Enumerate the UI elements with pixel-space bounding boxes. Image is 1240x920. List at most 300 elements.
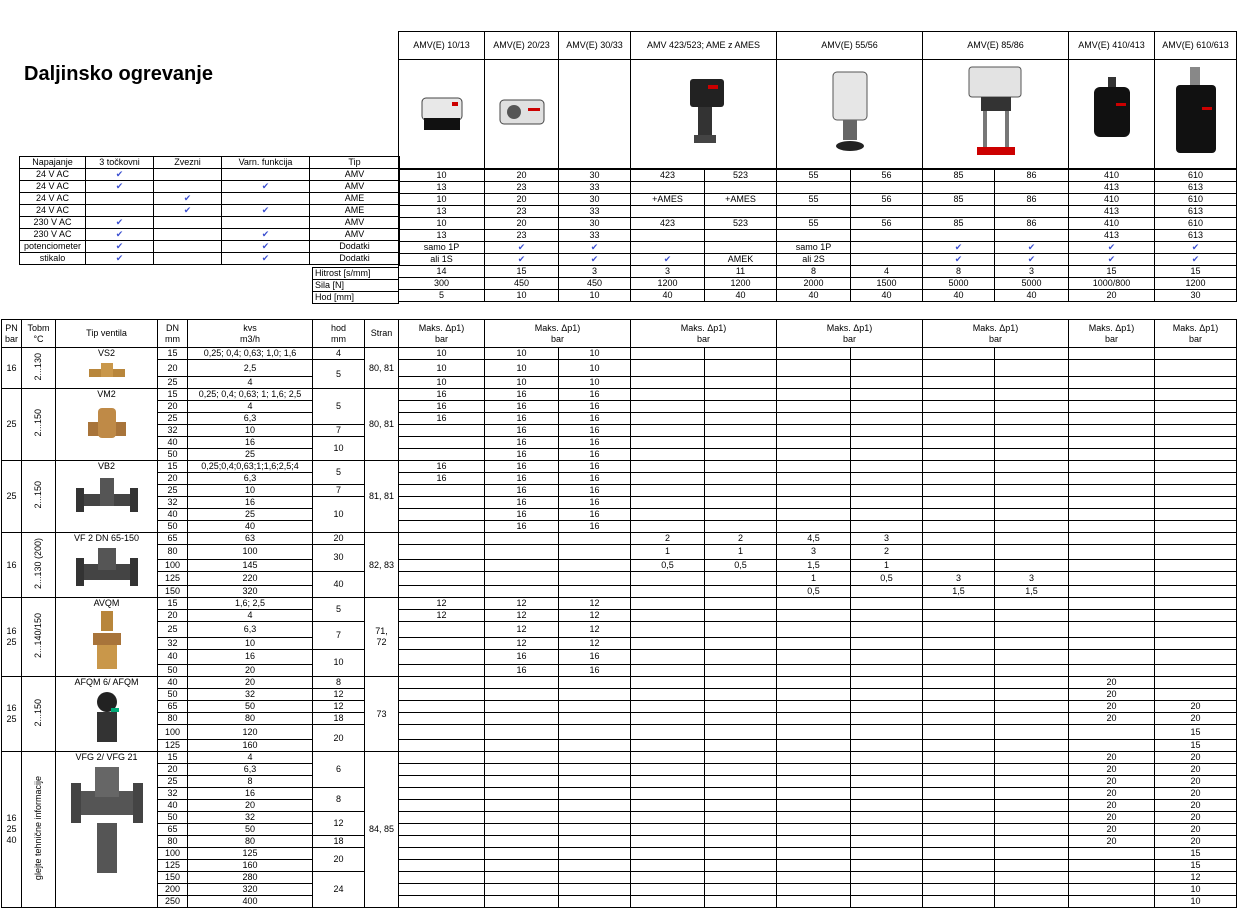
dp-value [1069,509,1155,521]
dp-value [1069,884,1155,896]
dp-value: 20 [1155,776,1237,788]
dp-value: 20 [1155,836,1237,848]
dp-value [1155,649,1237,665]
dp-value [923,884,995,896]
actuator-image [1155,60,1237,169]
kvs-value: 400 [188,896,313,908]
temp-range: 2...130 [33,352,43,381]
dp-value [399,571,485,586]
dp-value [923,509,995,521]
dp-value [995,521,1069,533]
kvs-value: 4 [188,401,313,413]
dp-value [777,485,851,497]
check-cell [222,169,310,181]
dp-value [705,571,777,586]
spec-values-table [398,169,1237,302]
dp-value [485,884,559,896]
pn-value: 25 [2,389,22,461]
dp-value [851,401,923,413]
dp-value: 16 [485,461,559,473]
dp-value: 10 [559,377,631,389]
check-cell: ✔ [86,241,154,253]
dp-value [399,824,485,836]
dp-value [1155,571,1237,586]
dn-value: 100 [158,725,188,740]
perf-value: 1200 [1155,278,1237,290]
dp-value [851,884,923,896]
dp-value [705,610,777,622]
kvs-value: 32 [188,812,313,824]
dn-value: 80 [158,713,188,725]
dp-value [777,449,851,461]
dp-value [995,360,1069,377]
dp-value [777,860,851,872]
dp-value [559,545,631,560]
dp-value [631,449,705,461]
type-cell: AMV [310,169,400,181]
stroke-value: 6 [313,752,365,788]
dp-value [705,689,777,701]
valve-table [1,319,1237,908]
dp-value: 15 [1155,848,1237,860]
dp-value [995,752,1069,764]
perf-labels [312,267,399,304]
dp-value [995,533,1069,545]
dp-value [631,473,705,485]
dp-value: 20 [1155,701,1237,713]
dp-value [399,872,485,884]
dp-value [485,586,559,598]
dp-value [1155,598,1237,610]
actuator-header: AMV(E) 30/33 [559,32,631,60]
temp-value [22,461,56,533]
dp-value: 10 [399,348,485,360]
dp-value [1069,872,1155,884]
check-cell [154,181,222,193]
dp-value [1155,348,1237,360]
spec-value: 30 [559,170,631,182]
dp-unit: bar [434,333,448,344]
kvs-value: 120 [188,725,313,740]
dp-value [399,689,485,701]
dp-value [631,872,705,884]
dp-value: 0,5 [705,559,777,571]
spec-value: 523 [705,170,777,182]
pn-value: 16 [2,348,22,389]
check-cell [154,241,222,253]
dp-value [559,776,631,788]
kvs-value: 16 [188,649,313,665]
dp-value [705,836,777,848]
dp-value [485,872,559,884]
perf-value: 40 [923,290,995,302]
dp-value [777,649,851,665]
dp-value [995,872,1069,884]
dp-value [777,848,851,860]
dp-value: 16 [559,425,631,437]
dp-value [399,848,485,860]
perf-value: 300 [399,278,485,290]
dn-value: 25 [158,413,188,425]
dp-value [995,461,1069,473]
dn-value: 20 [158,610,188,622]
dp-value [1155,497,1237,509]
perf-value: 3 [995,266,1069,278]
stroke-value: 5 [313,360,365,389]
dp-value [1069,725,1155,740]
page-ref: 80, 81 [365,389,399,461]
stroke-value: 12 [313,701,365,713]
kvs-value: 4 [188,752,313,764]
spec-value: 20 [485,170,559,182]
valve-name: VF 2 DN 65-150 [73,533,140,543]
dp-value [1069,860,1155,872]
kvs-value: 80 [188,713,313,725]
dp-value [1155,389,1237,401]
dp-value [705,649,777,665]
kvs-value: 20 [188,800,313,812]
extra-value: ✔ [923,242,995,254]
dp-value [705,348,777,360]
dp-value [777,521,851,533]
kvs-value: 320 [188,884,313,896]
dn-value: 15 [158,461,188,473]
dp-value [1069,848,1155,860]
dp-value [485,533,559,545]
dn-value: 150 [158,872,188,884]
dp-value [851,348,923,360]
kvs-value: 160 [188,860,313,872]
dp-value [559,559,631,571]
valve-type [56,752,158,908]
dp-value [705,860,777,872]
extra-value: ✔ [995,254,1069,266]
spec-value [631,206,705,218]
valve-image [56,688,157,751]
dn-value: 100 [158,559,188,571]
dp-value [1155,533,1237,545]
temp-range: 2...130 (200) [33,537,43,590]
dp-value [559,788,631,800]
valve-name: AVQM [93,598,120,608]
dn-value: 40 [158,800,188,812]
dp-value [923,389,995,401]
dp-value [923,497,995,509]
dp-value: 16 [559,449,631,461]
dp-value [631,485,705,497]
dp-value [559,701,631,713]
dp-value [485,836,559,848]
dp-value [631,509,705,521]
dp-value: 20 [1069,800,1155,812]
spec-value [777,230,851,242]
spec-value: 86 [995,170,1069,182]
dp-value: 2 [631,533,705,545]
spec-value: 13 [399,182,485,194]
dn-value: 100 [158,848,188,860]
dp-value [995,788,1069,800]
kvs-value: 0,25; 0,4; 0,63; 1,0; 1,6 [188,348,313,360]
dp-value [485,752,559,764]
dp-value [631,401,705,413]
spec-value: +AMES [631,194,705,206]
pn-unit: bar [4,333,18,344]
dp-value [705,713,777,725]
pn-value: 16 25 [2,598,22,677]
spec-value [923,230,995,242]
temp-header: Tobm [27,322,50,333]
dp-unit: bar [988,333,1002,344]
dp-header: Maks. Δp1) [1088,322,1135,333]
spec-value: 410 [1069,218,1155,230]
dp-value [851,473,923,485]
dp-value [485,545,559,560]
dp-value: 16 [559,485,631,497]
dp-value: 10 [399,377,485,389]
dp-value: 15 [1155,740,1237,752]
dp-value [1069,401,1155,413]
dp-value [851,896,923,908]
spec-value [851,182,923,194]
stroke-value: 5 [313,389,365,425]
dp-value [1155,413,1237,425]
perf-label: Sila [N] [313,280,399,292]
dp-value: 20 [1155,764,1237,776]
dp-value [399,677,485,689]
spec-value: 610 [1155,170,1237,182]
extra-value: AMEK [705,254,777,266]
dp-value [1155,545,1237,560]
valve-type-header: Tip ventila [56,320,158,348]
dp-value [631,360,705,377]
dp-value [851,665,923,677]
dp-value [631,377,705,389]
spec-value [995,230,1069,242]
dp-value [631,788,705,800]
stroke-value: 4 [313,348,365,360]
dp-value [631,836,705,848]
dp-value [995,437,1069,449]
stroke-value: 20 [313,725,365,752]
temp-range: glejte tehnične informacije [33,775,43,881]
stroke-value: 20 [313,533,365,545]
dp-value [399,449,485,461]
dp-value [1155,377,1237,389]
dp-value [399,533,485,545]
dn-value: 25 [158,377,188,389]
dp-value [631,677,705,689]
dp-value [851,413,923,425]
dn-value: 15 [158,598,188,610]
dp-value [995,389,1069,401]
dn-value: 50 [158,689,188,701]
dp-value: 3 [995,571,1069,586]
dp-value [777,377,851,389]
dp-value [923,598,995,610]
spec-value: 23 [485,182,559,194]
spec-value: 85 [923,170,995,182]
dp-value: 16 [559,509,631,521]
page-ref: 73 [365,677,399,752]
dp-value: 16 [485,665,559,677]
dp-value [923,752,995,764]
stroke-header: hod [330,322,347,333]
dp-value [995,649,1069,665]
dp-value [1069,461,1155,473]
dp-value [851,788,923,800]
dp-value [1155,637,1237,649]
spec-value: 33 [559,182,631,194]
dp-value [923,860,995,872]
dp-value [631,740,705,752]
dp-value [851,598,923,610]
dp-value [485,848,559,860]
dp-value [923,677,995,689]
dp-value [923,824,995,836]
spec-value: 20 [485,194,559,206]
dp-value [399,637,485,649]
stroke-value: 5 [313,598,365,622]
dp-value [631,776,705,788]
dp-value [705,884,777,896]
pn-header: PN [5,322,18,333]
dp-value [705,725,777,740]
dp-value [485,800,559,812]
dp-value [995,824,1069,836]
dp-value [923,401,995,413]
dp-value [923,836,995,848]
dp-value [923,800,995,812]
spec-header: 3 točkovni [86,157,154,169]
dp-value [1069,360,1155,377]
dn-value: 32 [158,497,188,509]
spec-value: 23 [485,230,559,242]
dp-value [485,701,559,713]
kvs-value: 16 [188,497,313,509]
valve-image [56,544,157,597]
spec-value: 613 [1155,206,1237,218]
check-cell [86,193,154,205]
dp-value: 10 [1155,896,1237,908]
kvs-value: 50 [188,701,313,713]
dp-value [631,725,705,740]
check-cell: ✔ [86,181,154,193]
extra-value: samo 1P [399,242,485,254]
perf-value: 3 [631,266,705,278]
spec-value [631,230,705,242]
dp-value [705,752,777,764]
actuator-header: AMV(E) 55/56 [777,32,923,60]
dp-value [851,425,923,437]
dp-value [1069,485,1155,497]
dp-value [705,485,777,497]
dp-value: 16 [485,401,559,413]
dn-value: 50 [158,812,188,824]
spec-value [631,182,705,194]
perf-value: 20 [1069,290,1155,302]
dp-value [1069,437,1155,449]
temp-value [22,677,56,752]
stroke-value: 5 [313,461,365,485]
dp-value [923,545,995,560]
dp-value [851,701,923,713]
kvs-value: 16 [188,788,313,800]
dp-value [399,437,485,449]
dp-value [399,545,485,560]
valve-name: AFQM 6/ AFQM [74,677,139,687]
spec-value: 86 [995,194,1069,206]
dp-value [631,884,705,896]
spec-value: 20 [485,218,559,230]
check-cell: ✔ [86,217,154,229]
dp-value [631,764,705,776]
dp-value [995,598,1069,610]
actuator-image [399,60,485,169]
type-cell: Dodatki [310,241,400,253]
dp-value [631,848,705,860]
dp-value: 12 [485,598,559,610]
spec-value: 423 [631,218,705,230]
dp-value [631,389,705,401]
spec-value: 85 [923,218,995,230]
stroke-value: 40 [313,571,365,598]
dp-value [559,836,631,848]
type-cell: AME [310,205,400,217]
dp-value [1069,740,1155,752]
dp-value [1069,497,1155,509]
temp-range: 2...150 [33,481,43,509]
dp-value [705,848,777,860]
dp-value [705,461,777,473]
dp-value [559,884,631,896]
dp-value: 16 [485,425,559,437]
dn-value: 15 [158,752,188,764]
dp-value [1069,649,1155,665]
spec-value [923,182,995,194]
dp-value: 10 [399,360,485,377]
dp-value [631,521,705,533]
dn-value: 15 [158,389,188,401]
dp-value [559,689,631,701]
dp-value: 20 [1069,812,1155,824]
dp-value [923,348,995,360]
perf-value: 14 [399,266,485,278]
dp-value [631,665,705,677]
check-cell: ✔ [86,229,154,241]
dp-value [995,860,1069,872]
dp-value [1069,348,1155,360]
spec-value: 30 [559,218,631,230]
spec-value: 413 [1069,182,1155,194]
dp-value [995,848,1069,860]
dp-value [631,571,705,586]
perf-value: 450 [559,278,631,290]
dp-value [1155,665,1237,677]
dp-value [995,677,1069,689]
spec-value: 85 [923,194,995,206]
dp-value [995,713,1069,725]
perf-value: 8 [923,266,995,278]
dp-value: 3 [923,571,995,586]
dp-value [399,752,485,764]
dp-value [777,725,851,740]
dp-value: 16 [559,401,631,413]
dp-value: 1,5 [777,559,851,571]
dp-value [705,800,777,812]
dp-value: 16 [559,473,631,485]
spec-value: 55 [777,170,851,182]
spec-value: 55 [777,218,851,230]
